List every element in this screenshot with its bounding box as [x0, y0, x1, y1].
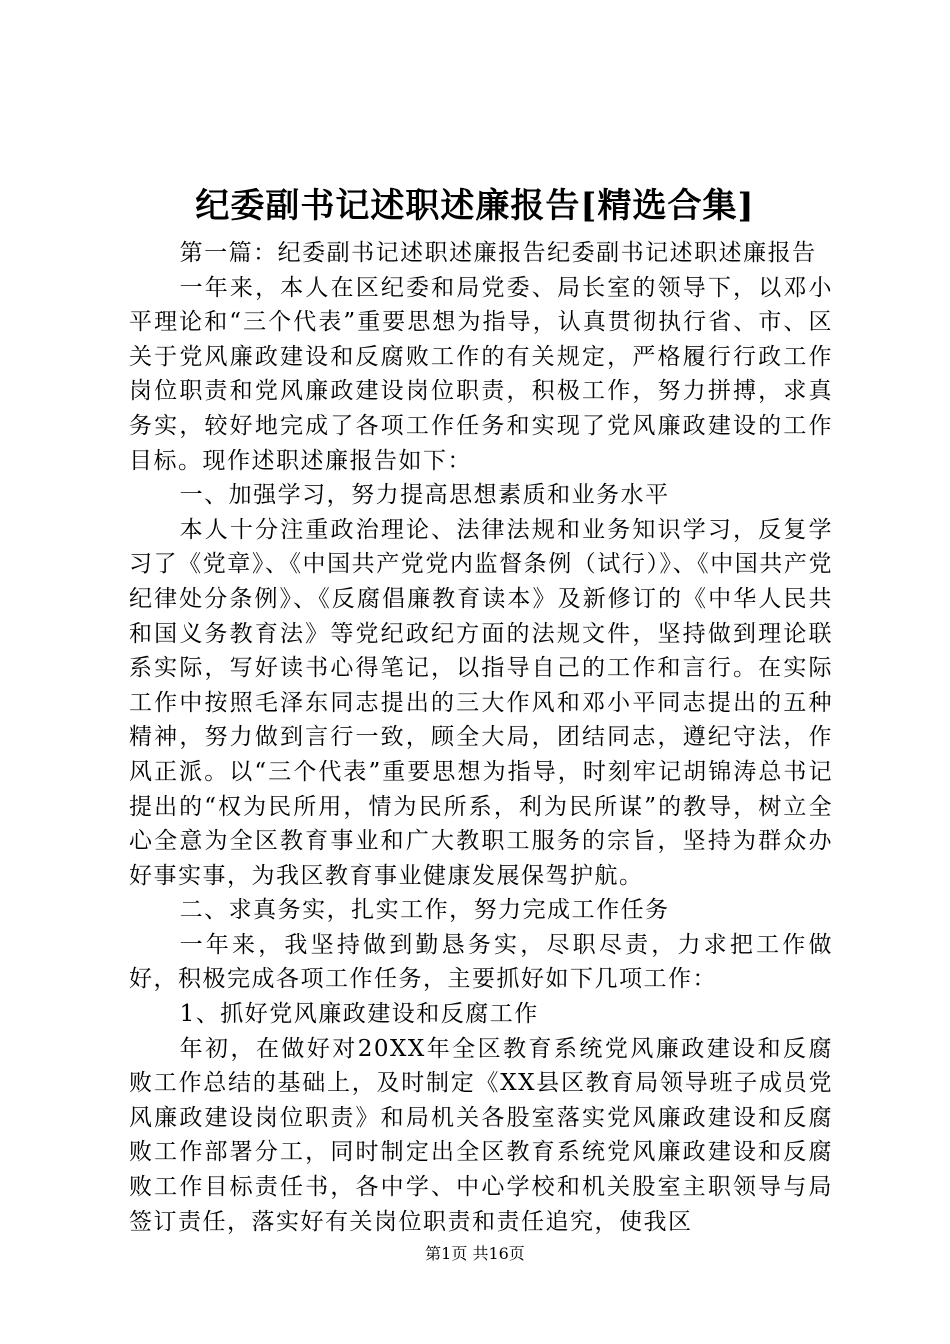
page-number-footer: 第1页 共16页 — [425, 1244, 525, 1263]
paragraph: 一年来，本人在区纪委和局党委、局长室的领导下，以邓小平理论和“三个代表”重要思想为指导，认真贯彻执行省、市、区关于党风廉政建设和反腐败工作的有关规定，严格履行行政工作岗位职责和党风廉政建设岗位职责，积极工作，努力拼搏，求真务实，较好地完成了各项工作任务和实现了党风廉政建设的工作目标。现作述职述廉报告如下： — [129, 274, 833, 474]
paragraph: 年初，在做好对20XX年全区教育系统党风廉政建设和反腐败工作总结的基础上，及时制定《XX县区教育局领导班子成员党风廉政建设岗位职责》和局机关各股室落实党风廉政建设和反腐败工作部署分工，同时制定出全区教育系统党风廉政建设和反腐败工作目标责任书，各中学、中心学校和机关股室主职领导与局签订责任，落实好有关岗位职责和责任追究，使我区 — [129, 1035, 833, 1235]
document-body — [129, 236, 833, 1239]
section-heading: 二、求真务实，扎实工作，努力完成工作任务 — [179, 897, 670, 924]
paragraph: 本人十分注重政治理论、法律法规和业务知识学习，反复学习了《党章》、《中国共产党党内监督条例（试行）》、《中国共产党纪律处分条例》、《反腐倡廉教育读本》及新修订的《中华人民共和国义务教育法》等党纪政纪方面的法规文件，坚持做到理论联系实际，写好读书心得笔记，以指导自己的工作和言行。在实际工作中按照毛泽东同志提出的三大作风和邓小平同志提出的五种精神，努力做到言行一致，顾全大局，团结同志，遵纪守法，作风正派。以“三个代表”重要思想为指导，时刻牢记胡锦涛总书记提出的“权为民所用，情为民所系，利为民所谋”的教导，树立全心全意为全区教育事业和广大教职工服务的宗旨，坚持为群众办好事实事，为我区教育事业健康发展保驾护航。 — [129, 516, 833, 889]
paragraph: 第一篇：纪委副书记述职述廉报告纪委副书记述职述廉报告 — [179, 240, 817, 266]
document-title: 纪委副书记述职述廉报告[精选合集] — [195, 186, 755, 226]
paragraph: 一年来，我坚持做到勤恳务实，尽职尽责，力求把工作做好，积极完成各项工作任务，主要抓好如下几项工作： — [129, 931, 833, 993]
subsection-heading: 1、抓好党风廉政建设和反腐工作 — [179, 1001, 539, 1028]
section-heading: 一、加强学习，努力提高思想素质和业务水平 — [179, 482, 670, 509]
